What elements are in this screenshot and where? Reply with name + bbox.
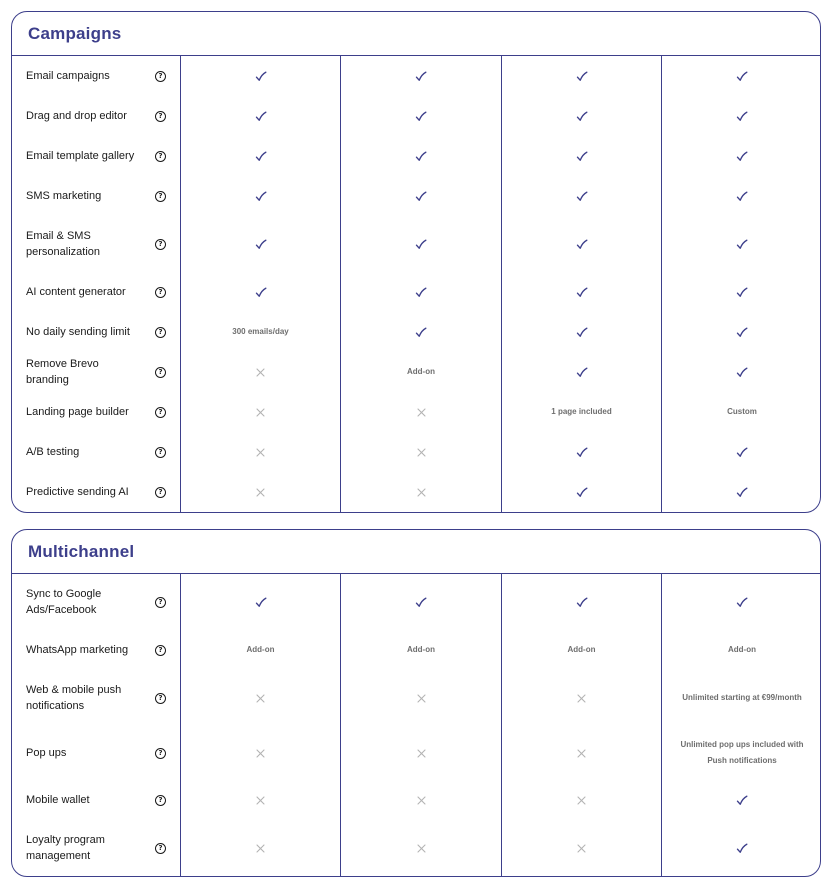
help-circle-icon[interactable]: ? [155,71,166,82]
plan-cell [180,472,340,512]
help-circle-icon[interactable]: ? [155,597,166,608]
plan-cell [340,780,501,820]
plan-cell [661,780,821,820]
plan-cell [661,820,821,876]
cross-icon [577,694,586,703]
plan-cell [340,216,501,272]
check-icon [736,71,748,82]
cross-icon [256,408,265,417]
help-circle-icon[interactable]: ? [155,367,166,378]
check-icon [736,447,748,458]
feature-row-label [12,216,180,272]
feature-row-label [12,472,180,512]
plan-note: Custom [727,407,757,416]
plan-cell [501,780,661,820]
feature-row-label [12,432,180,472]
check-icon [415,111,427,122]
check-icon [736,111,748,122]
plan-note: Add-on [728,645,756,654]
plan-cell [180,56,340,96]
cross-icon [417,408,426,417]
feature-name: No daily sending limit [26,326,130,338]
feature-name: AI content generator [26,286,126,298]
check-icon [255,239,267,250]
plan-cell [340,56,501,96]
cross-icon [256,844,265,853]
plan-cell [180,176,340,216]
check-icon [576,367,588,378]
plan-cell [180,432,340,472]
help-circle-icon[interactable]: ? [155,287,166,298]
check-icon [576,447,588,458]
feature-name: SMS marketing [26,190,102,202]
check-icon [576,111,588,122]
plan-cell [340,820,501,876]
feature-grid [12,56,820,512]
help-circle-icon[interactable]: ? [155,843,166,854]
plan-cell [180,574,340,630]
section-header [12,12,820,56]
feature-name: Email campaigns [26,70,110,82]
help-circle-icon[interactable]: ? [155,111,166,122]
plan-cell [340,630,501,670]
help-circle-icon[interactable]: ? [155,327,166,338]
plan-cell [661,392,821,432]
plan-cell [661,472,821,512]
check-icon [415,239,427,250]
plan-cell [661,272,821,312]
help-circle-icon[interactable]: ? [155,239,166,250]
check-icon [736,287,748,298]
plan-cell [501,56,661,96]
feature-row-label [12,780,180,820]
plan-cell [340,472,501,512]
cross-icon [417,694,426,703]
feature-grid [12,574,820,876]
cross-icon [577,749,586,758]
feature-row-label [12,312,180,352]
check-icon [415,597,427,608]
check-icon [576,287,588,298]
plan-cell [661,574,821,630]
plan-cell [501,216,661,272]
plan-cell [340,176,501,216]
check-icon [415,287,427,298]
check-icon [576,487,588,498]
plan-cell [501,352,661,392]
help-circle-icon[interactable]: ? [155,645,166,656]
cross-icon [256,488,265,497]
feature-name: Loyalty program management [26,834,105,862]
plan-cell [501,272,661,312]
plan-cell [661,136,821,176]
cross-icon [417,749,426,758]
plan-cell [501,820,661,876]
check-icon [576,327,588,338]
plan-cell [180,96,340,136]
plan-cell [180,820,340,876]
cross-icon [256,796,265,805]
help-circle-icon[interactable]: ? [155,151,166,162]
feature-row-label [12,820,180,876]
check-icon [255,597,267,608]
plan-note: Unlimited pop ups included with Push notifications [680,740,804,765]
plan-cell [501,96,661,136]
check-icon [255,151,267,162]
feature-name: Mobile wallet [26,794,90,806]
cross-icon [417,448,426,457]
section-campaigns [11,11,821,513]
check-icon [736,239,748,250]
plan-cell [661,312,821,352]
cross-icon [256,448,265,457]
section-title: Multichannel [28,541,135,561]
feature-row-label [12,96,180,136]
feature-row-label [12,176,180,216]
check-icon [736,795,748,806]
cross-icon [577,796,586,805]
check-icon [415,151,427,162]
plan-cell [501,630,661,670]
feature-name: A/B testing [26,446,80,458]
feature-name: Landing page builder [26,406,129,418]
cross-icon [577,844,586,853]
plan-cell [180,392,340,432]
plan-cell [661,352,821,392]
check-icon [736,327,748,338]
help-circle-icon[interactable]: ? [155,191,166,202]
check-icon [255,191,267,202]
check-icon [576,151,588,162]
plan-cell [501,176,661,216]
feature-row-label [12,136,180,176]
plan-cell [501,472,661,512]
feature-name: Remove Brevo branding [26,358,99,386]
plan-cell [340,96,501,136]
help-circle-icon[interactable]: ? [155,487,166,498]
plan-cell [180,352,340,392]
feature-name: Pop ups [26,747,67,759]
plan-cell [180,630,340,670]
check-icon [415,71,427,82]
plan-cell [501,392,661,432]
plan-cell [501,574,661,630]
plan-note: Add-on [407,645,435,654]
feature-name: Web & mobile push notifications [26,684,122,712]
help-circle-icon[interactable]: ? [155,447,166,458]
check-icon [736,151,748,162]
plan-cell [501,670,661,726]
feature-name: Sync to Google Ads/Facebook [26,588,102,616]
check-icon [415,191,427,202]
plan-note: Add-on [567,645,596,654]
plan-cell [180,670,340,726]
feature-name: Drag and drop editor [26,110,127,122]
check-icon [736,597,748,608]
plan-cell [180,312,340,352]
plan-cell [340,312,501,352]
check-icon [576,71,588,82]
section-header [12,530,820,574]
plan-cell [340,726,501,780]
plan-cell [501,432,661,472]
plan-note: 300 emails/day [232,327,289,336]
feature-row-label [12,670,180,726]
feature-name: Email & SMS personalization [26,230,100,258]
plan-cell [501,136,661,176]
plan-note: Add-on [407,367,435,376]
plan-cell [340,670,501,726]
check-icon [736,191,748,202]
cross-icon [256,749,265,758]
plan-cell [661,96,821,136]
section-multichannel [11,529,821,877]
plan-cell [661,56,821,96]
plan-cell [661,176,821,216]
plan-cell [661,630,821,670]
cross-icon [417,796,426,805]
help-circle-icon[interactable]: ? [155,748,166,759]
plan-cell [661,726,821,780]
check-icon [255,287,267,298]
help-circle-icon[interactable]: ? [155,795,166,806]
feature-name: Email template gallery [26,150,135,162]
plan-cell [340,272,501,312]
check-icon [576,597,588,608]
feature-row-label [12,352,180,392]
check-icon [255,71,267,82]
plan-cell [180,136,340,176]
plan-cell [340,352,501,392]
plan-cell [661,432,821,472]
check-icon [736,843,748,854]
plan-cell [340,136,501,176]
feature-row-label [12,630,180,670]
plan-cell [340,432,501,472]
check-icon [736,487,748,498]
plan-note: 1 page included [551,407,612,416]
help-circle-icon[interactable]: ? [155,693,166,704]
feature-name: WhatsApp marketing [26,644,129,656]
plan-cell [180,780,340,820]
check-icon [576,239,588,250]
plan-cell [501,726,661,780]
feature-row-label [12,272,180,312]
feature-row-label [12,726,180,780]
cross-icon [256,694,265,703]
plan-note: Unlimited starting at €99/month [682,693,802,702]
feature-row-label [12,392,180,432]
check-icon [255,111,267,122]
plan-cell [501,312,661,352]
plan-cell [340,574,501,630]
cross-icon [256,368,265,377]
section-title: Campaigns [28,23,122,43]
cross-icon [417,844,426,853]
plan-cell [661,670,821,726]
help-circle-icon[interactable]: ? [155,407,166,418]
cross-icon [417,488,426,497]
plan-cell [180,726,340,780]
feature-row-label [12,56,180,96]
plan-cell [180,272,340,312]
feature-name: Predictive sending AI [26,486,129,498]
plan-cell [340,392,501,432]
check-icon [736,367,748,378]
feature-row-label [12,574,180,630]
plan-cell [180,216,340,272]
check-icon [576,191,588,202]
check-icon [415,327,427,338]
plan-note: Add-on [246,645,275,654]
plan-cell [661,216,821,272]
